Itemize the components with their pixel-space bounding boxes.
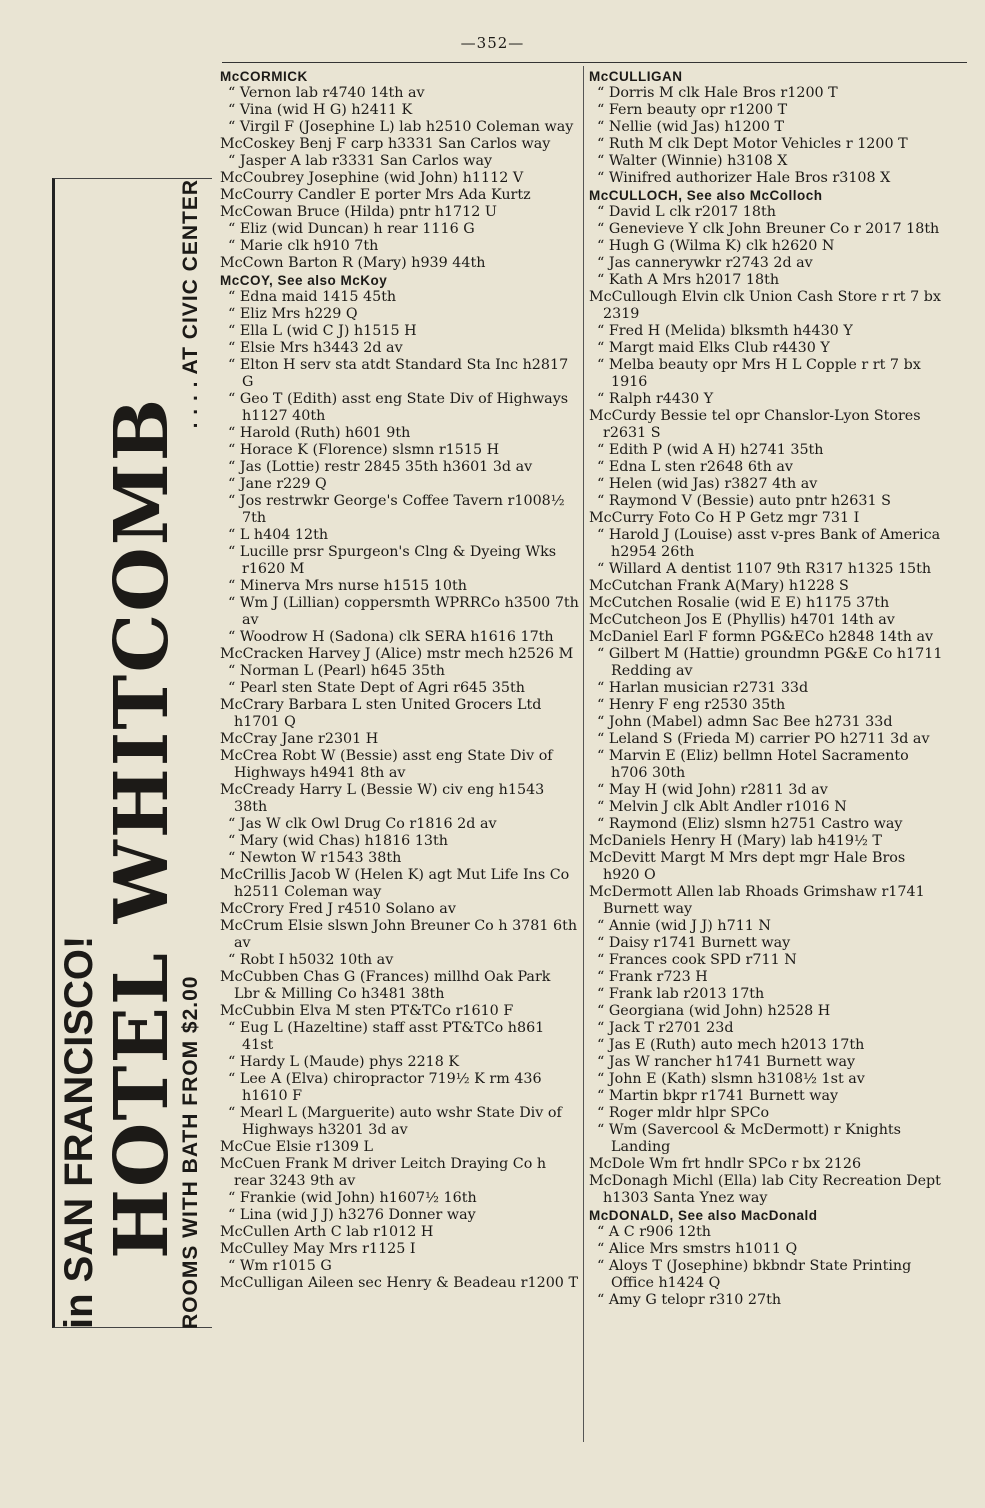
directory-entry: McCoskey Benj F carp h3331 San Carlos way [220,136,551,152]
directory-entry: McCrillis Jacob W (Helen K) agt Mut Life Ins Co h2511 Coleman way [220,867,570,900]
directory-entry: McCoubrey Josephine (wid John) h1112 V [220,170,524,186]
directory-entry: “ L h404 12th [228,527,329,543]
directory-entry: “ Woodrow H (Sadona) clk SERA h1616 17th [228,629,554,645]
directory-entry: “ Elton H serv sta atdt Standard Sta Inc h2817 G [228,357,569,390]
directory-entry: “ Frank lab r2013 17th [597,986,765,1002]
directory-entry: “ Jas W rancher h1741 Burnett way [597,1054,856,1070]
directory-entry: “ Jas (Lottie) restr 2845 35th h3601 3d av [228,459,533,475]
directory-entry: McDonagh Michl (Ella) lab City Recreation Dept h1303 Santa Ynez way [589,1173,941,1206]
directory-entry: “ Alice Mrs smstrs h1011 Q [597,1241,798,1257]
directory-entry: “ Georgiana (wid John) h2528 H [597,1003,831,1019]
ad-civic-center-line: . . . . AT CIVIC CENTER [179,179,202,429]
directory-entry: McCowan Bruce (Hilda) pntr h1712 U [220,204,497,220]
directory-entry: “ A C r906 12th [597,1224,712,1240]
directory-entry: “ Winifred authorizer Hale Bros r3108 X [597,170,891,186]
directory-entry: McCubben Chas G (Frances) millhd Oak Park Lbr & Milling Co h3481 38th [220,969,551,1002]
directory-entry: “ Aloys T (Josephine) bkbndr State Printing Office h1424 Q [597,1258,912,1291]
directory-entry: “ Vina (wid H G) h2411 K [228,102,413,118]
column-divider [583,66,584,1442]
directory-entry: “ Eliz (wid Duncan) h rear 1116 G [228,221,475,237]
directory-entry: “ Jos restrwkr George's Coffee Tavern r1008½ 7th [228,493,565,526]
directory-entry: McCullough Elvin clk Union Cash Store r rt 7 bx 2319 [589,289,941,322]
directory-entry: “ Lee A (Elva) chiropractor 719½ K rm 436 h1610 F [228,1071,542,1104]
directory-entry: “ Jas E (Ruth) auto mech h2013 17th [597,1037,865,1053]
directory-entry: McCrea Robt W (Bessie) asst eng State Div of Highways h4941 8th av [220,748,553,781]
directory-entry: “ Vernon lab r4740 14th av [228,85,425,101]
directory-entry: McCrary Barbara L sten United Grocers Ltd h1701 Q [220,697,542,730]
directory-entry: “ Jasper A lab r3331 San Carlos way [228,153,493,169]
directory-entry: “ Wm J (Lillian) coppersmth WPRRCo h3500 7th av [228,595,579,628]
directory-entry: “ Robt I h5032 10th av [228,952,394,968]
directory-entry: “ Walter (Winnie) h3108 X [597,153,788,169]
directory-entry: “ Roger mldr hlpr SPCo [597,1105,770,1121]
directory-entry: “ Jack T r2701 23d [597,1020,734,1036]
directory-entry: “ Wm (Savercool & McDermott) r Knights Landing [597,1122,901,1155]
hotel-advertisement [52,178,212,1328]
directory-entry: “ Edith P (wid A H) h2741 35th [597,442,824,458]
directory-entry: “ Lucille prsr Spurgeon's Clng & Dyeing Wks r1620 M [228,544,557,577]
directory-entry: “ Melvin J clk Ablt Andler r1016 N [597,799,847,815]
ad-hotel-name: HOTEL WHITCOMB [99,396,185,1259]
directory-entry: “ Raymond (Eliz) slsmn h2751 Castro way [597,816,903,832]
surname-heading: McCULLIGAN [589,69,683,84]
ad-rooms-line: ROOMS WITH BATH FROM $2.00 [179,975,202,1329]
directory-entry: “ Annie (wid J J) h711 N [597,918,771,934]
surname-heading: McCULLOCH, See also McColloch [589,188,823,203]
directory-entry: “ May H (wid John) r2811 3d av [597,782,828,798]
directory-entry: “ Martin bkpr r1741 Burnett way [597,1088,839,1104]
directory-entry: “ Hugh G (Wilma K) clk h2620 N [597,238,835,254]
advertisement-text-rotated [55,179,215,1329]
directory-entry: “ Newton W r1543 38th [228,850,402,866]
directory-entry: “ Daisy r1741 Burnett way [597,935,791,951]
surname-heading: McCORMICK [220,69,308,84]
directory-entry: McCurdy Bessie tel opr Chanslor-Lyon Stores r2631 S [589,408,921,441]
top-rule [222,62,967,63]
directory-entry: “ Fred H (Melida) blksmth h4430 Y [597,323,853,339]
directory-entry: “ Eliz Mrs h229 Q [228,306,358,322]
directory-entry: McCuen Frank M driver Leitch Draying Co h rear 3243 9th av [220,1156,547,1189]
directory-entry: “ Virgil F (Josephine L) lab h2510 Coleman way [228,119,574,135]
directory-entry: “ Henry F eng r2530 35th [597,697,786,713]
directory-entry: McDermott Allen lab Rhoads Grimshaw r1741 Burnett way [589,884,925,917]
surname-heading: McDONALD, See also MacDonald [589,1208,818,1223]
directory-entry: “ Horace K (Florence) slsmn r1515 H [228,442,500,458]
directory-entry: “ Leland S (Frieda M) carrier PO h2711 3d av [597,731,930,747]
directory-entry: McCray Jane r2301 H [220,731,379,747]
directory-entry: “ Frankie (wid John) h1607½ 16th [228,1190,477,1206]
directory-entry: “ Geo T (Edith) asst eng State Div of Highways h1127 40th [228,391,569,424]
directory-entry: McDaniel Earl F formn PG&ECo h2848 14th av [589,629,934,645]
directory-entry: McCown Barton R (Mary) h939 44th [220,255,486,271]
directory-entry: “ Fern beauty opr r1200 T [597,102,788,118]
directory-entry: “ Norman L (Pearl) h645 35th [228,663,445,679]
directory-entry: “ Frances cook SPD r711 N [597,952,797,968]
directory-entry: “ Mearl L (Marguerite) auto wshr State Div of Highways h3201 3d av [228,1105,562,1138]
directory-entry: McCubbin Elva M sten PT&TCo r1610 F [220,1003,514,1019]
directory-entry: “ Edna maid 1415 45th [228,289,397,305]
directory-entry: “ Elsie Mrs h3443 2d av [228,340,403,356]
directory-entry: “ Jas W clk Owl Drug Co r1816 2d av [228,816,497,832]
directory-entry: “ Jas cannerywkr r2743 2d av [597,255,813,271]
directory-entry: “ Ella L (wid C J) h1515 H [228,323,417,339]
directory-entry: “ Dorris M clk Hale Bros r1200 T [597,85,838,101]
directory-entry: McDevitt Margt M Mrs dept mgr Hale Bros h920 O [589,850,906,883]
right-column [589,68,944,1309]
directory-entry: “ Marvin E (Eliz) bellmn Hotel Sacramento h706 30th [597,748,909,781]
directory-entry: McDaniels Henry H (Mary) lab h419½ T [589,833,882,849]
directory-entry: “ Harold J (Louise) asst v-pres Bank of America h2954 26th [597,527,941,560]
directory-entry: “ Helen (wid Jas) r3827 4th av [597,476,818,492]
directory-entry: “ Minerva Mrs nurse h1515 10th [228,578,467,594]
directory-entry: “ Nellie (wid Jas) h1200 T [597,119,785,135]
directory-entry: McDole Wm frt hndlr SPCo r bx 2126 [589,1156,862,1172]
directory-entry: “ Gilbert M (Hattie) groundmn PG&E Co h1711 Redding av [597,646,943,679]
directory-entry: McCurry Foto Co H P Getz mgr 731 I [589,510,860,526]
directory-entry: “ Harold (Ruth) h601 9th [228,425,411,441]
directory-entry: McCready Harry L (Bessie W) civ eng h1543 38th [220,782,545,815]
directory-entry: “ Hardy L (Maude) phys 2218 K [228,1054,460,1070]
ad-location-line: in SAN FRANCISCO! [57,935,101,1329]
directory-entry: “ Edna L sten r2648 6th av [597,459,794,475]
directory-entry: “ Melba beauty opr Mrs H L Copple r rt 7 bx 1916 [597,357,921,390]
directory-entry: “ Margt maid Elks Club r4430 Y [597,340,830,356]
directory-entry: McCutchan Frank A(Mary) h1228 S [589,578,849,594]
directory-entry: “ David L clk r2017 18th [597,204,776,220]
directory-entry: “ Marie clk h910 7th [228,238,379,254]
directory-entry: “ Pearl sten State Dept of Agri r645 35th [228,680,525,696]
directory-entry: “ Kath A Mrs h2017 18th [597,272,780,288]
surname-heading: McCOY, See also McKoy [220,273,388,288]
directory-entry: “ Frank r723 H [597,969,708,985]
directory-entry: “ Genevieve Y clk John Breuner Co r 2017 18th [597,221,940,237]
directory-entry: McCulley May Mrs r1125 I [220,1241,416,1257]
directory-entry: McCulligan Aileen sec Henry & Beadeau r1200 T [220,1275,578,1291]
directory-entry: “ Ralph r4430 Y [597,391,714,407]
directory-entry: “ Jane r229 Q [228,476,327,492]
directory-entry: “ John (Mabel) admn Sac Bee h2731 33d [597,714,893,730]
directory-entry: “ Willard A dentist 1107 9th R317 h1325 15th [597,561,932,577]
directory-entry: “ Eug L (Hazeltine) staff asst PT&TCo h861 41st [228,1020,545,1053]
directory-entry: “ Mary (wid Chas) h1816 13th [228,833,448,849]
page-number: —352— [460,34,525,52]
directory-entry: McCrum Elsie slswn John Breuner Co h 3781 6th av [220,918,578,951]
directory-entry: McCracken Harvey J (Alice) mstr mech h2526 M [220,646,574,662]
directory-entry: McCutchen Rosalie (wid E E) h1175 37th [589,595,890,611]
directory-entry: McCullen Arth C lab r1012 H [220,1224,434,1240]
directory-entry: “ Raymond V (Bessie) auto pntr h2631 S [597,493,891,509]
directory-entry: “ Wm r1015 G [228,1258,332,1274]
directory-entry: “ Harlan musician r2731 33d [597,680,809,696]
directory-entry: McCourry Candler E porter Mrs Ada Kurtz [220,187,531,203]
directory-entry: McCutcheon Jos E (Phyllis) h4701 14th av [589,612,895,628]
directory-entry: “ Ruth M clk Dept Motor Vehicles r 1200 T [597,136,908,152]
directory-entry: “ John E (Kath) slsmn h3108½ 1st av [597,1071,865,1087]
directory-entry: McCrory Fred J r4510 Solano av [220,901,456,917]
directory-entry: “ Lina (wid J J) h3276 Donner way [228,1207,476,1223]
directory-entry: McCue Elsie r1309 L [220,1139,373,1155]
directory-entry: “ Amy G telopr r310 27th [597,1292,782,1308]
left-column [220,68,580,1292]
